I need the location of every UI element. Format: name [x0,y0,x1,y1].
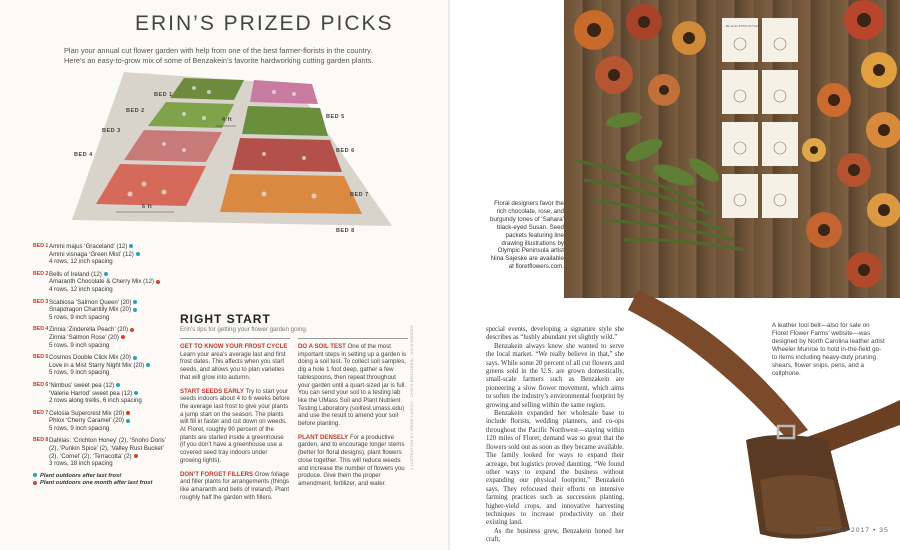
plant-name [49,354,168,362]
article-paragraph: As the business grew, Benzakein honed her craft, [486,527,624,544]
plant-text: Zinnia ‘Zinderella Peach’ (20) [49,326,129,334]
bed-tag: BED 8 [33,437,49,444]
tip-text: Try to start your seeds indoors about 4 to 6 weeks before the average last frost to give your plants a jump start on the season. The plants will fill in faster and cut down on weeds. At Floret, roughly 90 percent of the plants are started inside a greenhouse (if you don’t have a greenhouse use a covered seed tray indoors under growing lights). [180,387,290,464]
bed-label-7: BED 7 [350,192,369,198]
plant-name [49,334,168,342]
bed-label-5: BED 5 [326,114,345,120]
tip-heading: DO A SOIL TEST [298,343,346,350]
article-paragraph: Benzakein always knew she wanted to serve the local market. “We really believe in that,” she says. While some 20 percent of all cut flowers and greens sold in the U.S. are grown domestically, small-scale farmers such as Benzakein are pioneering a slow flower movement, which aims to soften the industry’s environmental footprint by growing and selling within the same region. [486,342,624,409]
plant-text: Celosia Supercrest Mix (20) [49,409,125,417]
plant-name [49,410,168,418]
article-body [486,326,624,545]
teal-dot-icon [129,244,133,248]
plant-name [49,390,168,398]
bed-spacing: 4 rows, 12 inch spacing [49,258,113,266]
seed-packets [722,18,798,218]
bed-tag: BED 7 [33,409,49,416]
plant-name [49,362,168,370]
tip-paragraph [298,343,408,428]
bed-spacing: 5 rows, 9 inch spacing [49,424,110,432]
tip-text: Learn your area’s average last and first frost dates. This affects when you start seeds, and allows you to plan varieties that will grow into autumn. [180,350,286,381]
bed-entry [33,382,168,405]
bed-tag: BED 6 [33,381,49,388]
plant-text: ‘Valerie Harrod’ sweet pea (12) [49,389,133,397]
plant-text: Dahlias: ‘Crichton Honey’ (2), ‘Snoho Doris’ (2), ‘Punkin Spice’ (2), ‘Valley Rust Bucket’ (2), ‘Cornel’ (2), ‘Terracotta’ (2) [49,437,166,460]
teal-dot-icon [134,391,138,395]
plant-name [49,417,168,425]
page-folio: SPRING 2017 • 35 [816,527,889,534]
teal-dot-icon [133,300,137,304]
plant-name [49,251,168,259]
plant-text: Bells of Ireland (12) [49,270,102,278]
bed-entry [33,299,168,322]
bed-label-3: BED 3 [102,128,121,134]
bed-label-6: BED 6 [336,148,355,154]
plant-name [49,382,168,390]
teal-dot-icon [33,473,37,477]
pouch-front [760,475,842,535]
bed-spacing: 5 rows, 9 inch spacing [49,341,110,349]
plant-text: Scabiosa ‘Salmon Queen’ (20) [49,298,132,306]
page-title: ERIN’S PRIZED PICKS [135,12,394,35]
teal-dot-icon [133,356,137,360]
planting-legend [33,473,168,487]
legend-text: Plant outdoors one month after last frost [40,480,153,487]
bed-entry [33,243,168,266]
plant-text: Zinnia ‘Salmon Rose’ (20) [49,333,119,341]
tip-paragraph [298,434,408,488]
dim-width-label: 6 ft [142,204,153,210]
bed-tag: BED 3 [33,298,49,305]
teal-dot-icon [133,308,137,312]
garden-illustration [44,66,404,236]
right-start-title: RIGHT START [180,312,271,326]
red-dot-icon [33,481,37,485]
intro-text: Plan your annual cut flower garden with help from one of the best farmer-florists in the country. Here’s an easy-to-grow mix of some of Benzakein’s favorite hardworking cutting garden plants. [64,46,374,65]
legend-item [33,473,168,480]
bed-spacing: 2 rows along trellis, 6 inch spacing [49,397,142,405]
teal-dot-icon [116,383,120,387]
tip-text: One of the most important steps in setting up a garden is doing a soil test. To collect soil samples, dig a hole 1 foot deep, gather a few tablespoons, then repeat throughout your garden until a quart-sized jar is full. You can send your soil to a testing lab like the UMass Soil and Plant Nutrient Testing Laboratory (soiltest.umass.edu) and use the result to amend your soil before planting. [298,343,407,428]
plant-text: Amaranth Chocolate & Cherry Mix (12) [49,278,154,286]
tip-text: For a productive garden, and to encourage longer stems (better for floral designs), plant flowers close together. This will reduce weeds and increase the number of flowers you produce. Give them the proper amendment, fertilizer, and water. [298,433,405,487]
plant-name [49,299,168,307]
bed-entry [33,437,168,467]
bed-6-shape [242,106,328,136]
red-dot-icon [126,411,130,415]
bed-spacing: 4 rows, 12 inch spacing [49,285,113,293]
bed-label-2: BED 2 [126,108,145,114]
dim-path-label: 4 ft [222,117,233,123]
bed-entry [33,271,168,294]
bed-label-1: BED 1 [154,92,173,98]
red-dot-icon [134,454,138,458]
right-page [450,0,900,550]
plant-name [49,326,168,334]
right-start-subtitle: Erin’s tips for getting your flower garden going. [180,326,308,333]
plant-text: Ammi visnaga ‘Green Mist’ (12) [49,250,134,258]
tip-heading: START SEEDS EARLY [180,387,244,395]
red-dot-icon [156,280,160,284]
bed-entry [33,326,168,349]
bed-entry [33,410,168,433]
sunflower-seed-photo [564,0,900,298]
bed-8-shape [220,174,362,214]
bed-entry [33,354,168,377]
red-dot-icon [121,335,125,339]
plant-name [49,306,168,314]
tips-column-1 [180,338,290,507]
tip-heading: PLANT DENSELY [298,433,349,441]
bed-tag: BED 4 [33,326,49,333]
plant-text: Snapdragon Chantilly Mix (20) [49,306,131,314]
legend-item [33,480,168,487]
red-dot-icon [130,328,134,332]
bed-tag: BED 1 [33,243,49,249]
article-paragraph: special events, developing a signature style she describes as “lushly abundant yet slightly wild.” [486,326,624,342]
teal-dot-icon [104,272,108,276]
photo-drawing [564,0,900,298]
tip-heading: DON’T FORGET FILLERS [180,470,254,478]
bed-spacing: 5 rows, 9 inch spacing [49,369,110,377]
bed-label-8: BED 8 [336,228,355,234]
teal-dot-icon [146,363,150,367]
photo-caption: Floral designers favor the rich chocolate, rose, and burgundy tones of ‘Sahara’ black-eyed Susan. Seed packets featuring line drawing illustrations by Olympic Peninsula artist Nina Sajeske are available at floretflowers.com. [490,200,564,271]
teal-dot-icon [136,252,140,256]
plant-name [49,271,168,279]
teal-dot-icon [126,419,130,423]
bed-plant-list [33,243,168,487]
bed-5-shape [250,80,318,104]
bed-label-4: BED 4 [74,152,93,158]
plant-text: Ammi majus ‘Graceland’ (12) [49,243,128,250]
plant-text: Phlox ‘Cherry Caramel’ (20) [49,417,124,425]
plant-text: Love in a Mist Starry Night Mix (20) [49,361,145,369]
article-paragraph: Benzakein expanded her wholesale base to include florists, wedding planners, and co-ops throughout the Pacific Northwest—staying within 120 miles of Floret; demand was so great that the flowers sold out as soon as they became available. The family looked for ways to expand their acreage, but logistics proved daunting. “We found other ways to expand the business without expanding our physical footprint,” Benzakein says. They refocused their efforts on intensive farming practices such as succession planting, higher-yield crops, and innovative harvesting techniques to increase productivity on their existing land. [486,410,624,527]
tip-paragraph [180,388,290,465]
tip-text: Grow foliage and filler plants for arrangements (things like amaranth and bells of Ireland). Plant roughly half the garden with fillers. [180,470,290,501]
plant-name [49,243,168,251]
bed-spacing: 3 rows, 18 inch spacing [49,460,113,468]
bed-spacing: 5 rows, 9 inch spacing [49,313,110,321]
plant-text: ‘Nimbus’ sweet pea (12) [49,381,115,389]
bed-7-shape [232,138,342,172]
tip-paragraph [180,471,290,502]
bed-tag: BED 5 [33,354,49,361]
tips-column-2 [298,338,408,494]
tip-heading: GET TO KNOW YOUR FROST CYCLE [180,343,288,350]
plant-name [49,278,168,286]
leaves [605,110,723,190]
tool-belt-caption: A leather tool belt—also for sale on Floret Flower Farms’ website—was designed by North Carolina leather artist Wheeler Munroe to hold in-the-field go-to items including heavy-duty pruning shears, flower snips, pens, and a cellphone. [772,322,885,377]
legend-text: Plant outdoors after last frost [40,472,122,479]
tip-paragraph [180,343,290,382]
photo-credit: ILLUSTRATION BY IRENE LASCHI · CHRIS BENZAKEIN, JULIA KENDES [410,324,414,470]
plant-text: Cosmos Double Click Mix (20) [49,354,131,362]
plant-name [49,437,168,460]
seed-packet-label: BLACK-EYED SUSAN [726,24,760,28]
bed-tag: BED 2 [33,270,49,277]
